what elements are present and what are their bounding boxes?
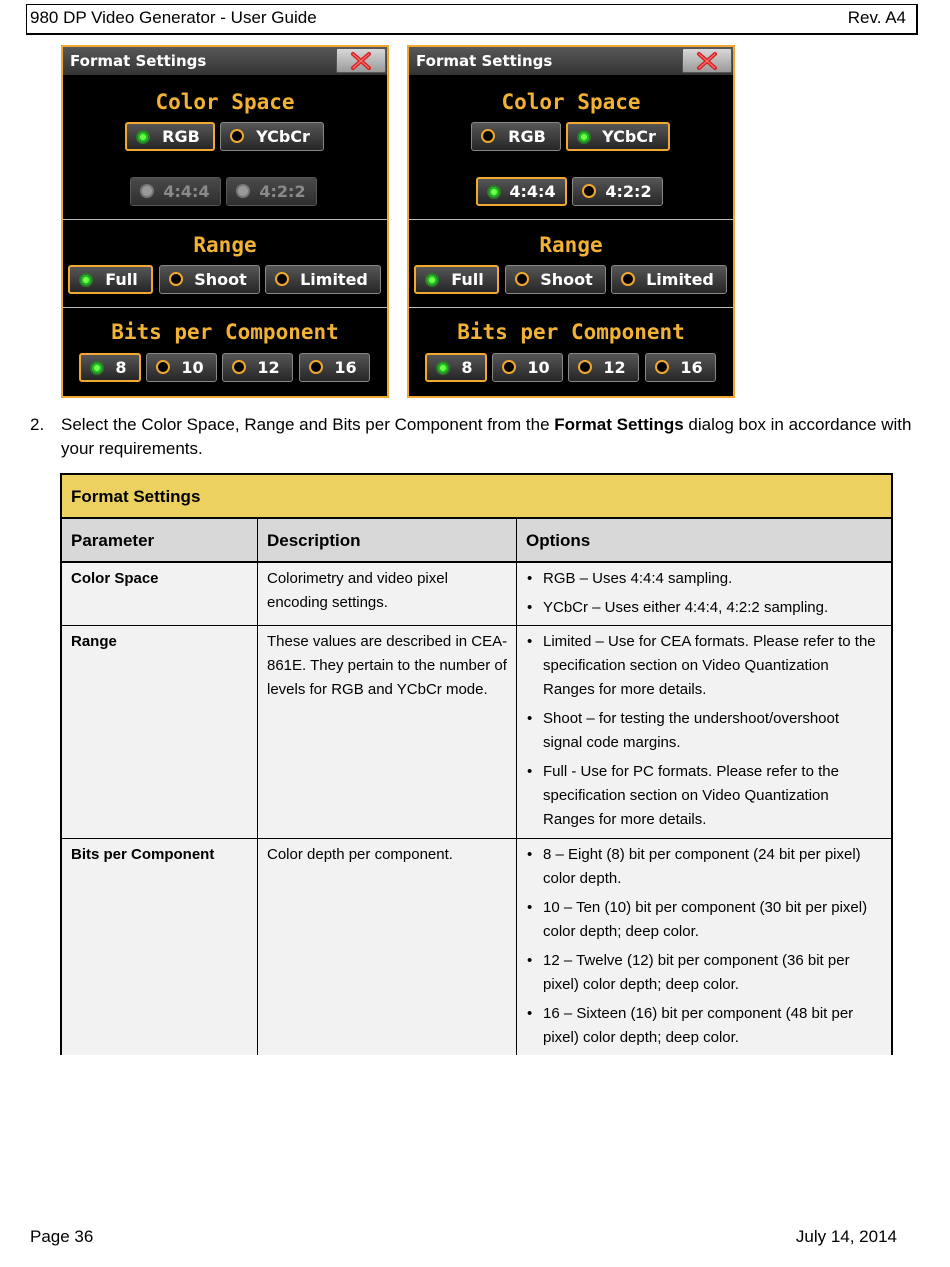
radio-bits-8[interactable]: 8 (79, 353, 141, 382)
radio-bits-8[interactable]: 8 (425, 353, 487, 382)
radio-422-disabled: 4:2:2 (226, 177, 317, 206)
step-text: Select the Color Space, Range and Bits per Component from the Format Settings dialog box in accordance with your requirements. (61, 415, 912, 458)
header-description: Description (257, 519, 516, 561)
range-heading: Range (539, 233, 603, 257)
dialog-title-bar (409, 47, 733, 75)
radio-limited[interactable]: Limited (611, 265, 727, 294)
option-item: • Limited – Use for CEA formats. Please refer to the specification section on Video Quantization Ranges for more details. (543, 630, 881, 702)
range-heading: Range (193, 233, 257, 257)
section-divider (63, 307, 387, 308)
page-header (26, 4, 918, 35)
format-settings-dialog-ycbcr (407, 45, 735, 398)
table-caption: Format Settings (62, 475, 891, 519)
cell-options (516, 563, 891, 625)
radio-bits-12[interactable]: 12 (568, 353, 639, 382)
radio-shoot[interactable]: Shoot (505, 265, 606, 294)
radio-ycbcr[interactable]: YCbCr (220, 122, 324, 151)
radio-ycbcr[interactable]: YCbCr (566, 122, 670, 151)
radio-bits-10[interactable]: 10 (492, 353, 563, 382)
close-button[interactable] (336, 48, 386, 73)
option-item: • 10 – Ten (10) bit per component (30 bit per pixel) color depth; deep color. (543, 896, 881, 944)
close-icon (696, 51, 718, 71)
option-item: • YCbCr – Uses either 4:4:4, 4:2:2 sampling. (543, 596, 881, 620)
header-options: Options (516, 519, 891, 561)
option-item: • Shoot – for testing the undershoot/overshoot signal code margins. (543, 707, 881, 755)
radio-444-disabled: 4:4:4 (130, 177, 221, 206)
radio-full[interactable]: Full (414, 265, 499, 294)
close-icon (350, 51, 372, 71)
option-item: • 8 – Eight (8) bit per component (24 bit per pixel) color depth. (543, 843, 881, 891)
option-item: • 16 – Sixteen (16) bit per component (48 bit per pixel) color depth; deep color. (543, 1002, 881, 1050)
radio-bits-10[interactable]: 10 (146, 353, 217, 382)
cell-description: These values are described in CEA-861E. They pertain to the number of levels for RGB and YCbCr mode. (257, 626, 516, 838)
header-parameter: Parameter (71, 531, 155, 550)
cell-options (516, 626, 891, 838)
radio-422[interactable]: 4:2:2 (572, 177, 663, 206)
section-divider (409, 307, 733, 308)
bits-heading: Bits per Component (111, 320, 339, 344)
color-space-heading: Color Space (501, 90, 641, 114)
page-date: July 14, 2014 (795, 1227, 897, 1246)
page-number: Page 36 (30, 1227, 94, 1246)
bits-heading: Bits per Component (457, 320, 685, 344)
cell-description: Colorimetry and video pixel encoding settings. (257, 563, 516, 625)
table-header-row (62, 519, 891, 563)
format-settings-table (60, 473, 893, 1055)
section-divider (409, 219, 733, 220)
cell-description: Color depth per component. (257, 839, 516, 1055)
radio-rgb[interactable]: RGB (471, 122, 561, 151)
cell-parameter: Range (71, 633, 117, 650)
table-row-bits (62, 839, 891, 1055)
radio-bits-16[interactable]: 16 (299, 353, 370, 382)
radio-shoot[interactable]: Shoot (159, 265, 260, 294)
dialog-title-bar (63, 47, 387, 75)
radio-limited[interactable]: Limited (265, 265, 381, 294)
close-button[interactable] (682, 48, 732, 73)
option-item: • 12 – Twelve (12) bit per component (36 bit per pixel) color depth; deep color. (543, 949, 881, 997)
cell-options (516, 839, 891, 1055)
revision-label: Rev. A4 (847, 8, 906, 27)
dialog-title: Format Settings (416, 52, 553, 70)
radio-bits-12[interactable]: 12 (222, 353, 293, 382)
color-space-heading: Color Space (155, 90, 295, 114)
step-text-bold: Format Settings (554, 415, 684, 434)
radio-full[interactable]: Full (68, 265, 153, 294)
cell-parameter: Color Space (71, 570, 159, 587)
format-settings-dialog-rgb (61, 45, 389, 398)
dialog-title: Format Settings (70, 52, 207, 70)
cell-parameter: Bits per Component (71, 846, 215, 863)
radio-bits-16[interactable]: 16 (645, 353, 716, 382)
option-item: • Full - Use for PC formats. Please refer to the specification section on Video Quantization Ranges for more details. (543, 760, 881, 832)
document-title: 980 DP Video Generator - User Guide (30, 8, 317, 27)
section-divider (63, 219, 387, 220)
radio-rgb[interactable]: RGB (125, 122, 215, 151)
table-row-color-space (62, 563, 891, 626)
radio-444[interactable]: 4:4:4 (476, 177, 567, 206)
step-number: 2. (30, 415, 45, 434)
table-row-range (62, 626, 891, 839)
option-item: • RGB – Uses 4:4:4 sampling. (543, 567, 881, 591)
